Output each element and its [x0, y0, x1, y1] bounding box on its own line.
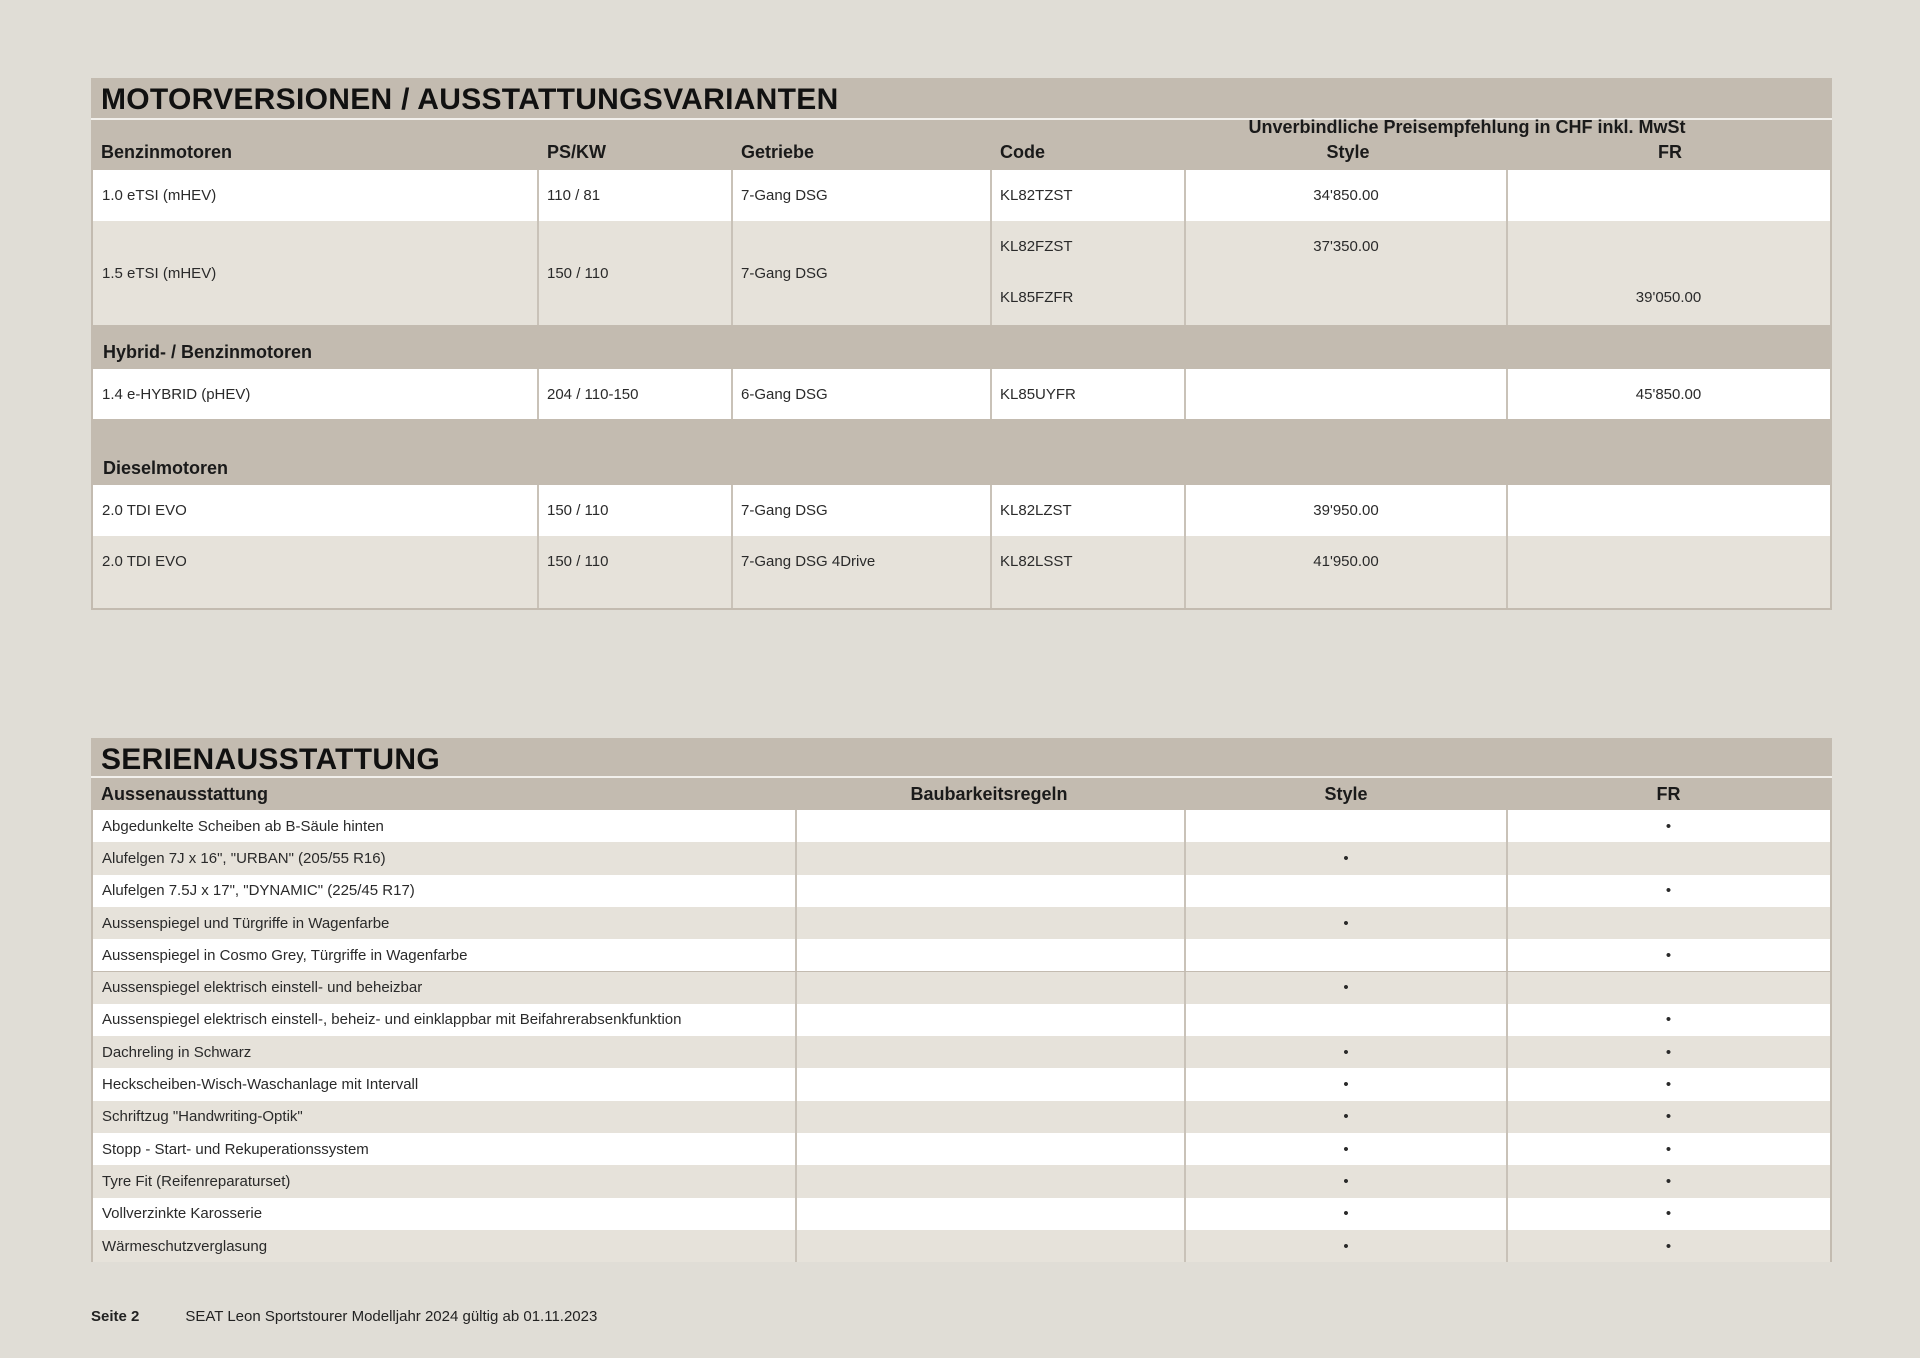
rules-cell: [796, 842, 1185, 874]
table-row: [93, 485, 1830, 536]
column-divider: [795, 1198, 797, 1230]
code-cell: KL82FZST: [1000, 238, 1073, 255]
column-divider: [795, 972, 797, 1004]
header-fr: FR: [1658, 142, 1682, 162]
column-divider: [1506, 1230, 1508, 1262]
style-price-cell: 39'950.00: [1313, 502, 1379, 519]
gearbox-cell: 6-Gang DSG: [741, 385, 828, 403]
header-fr: FR: [1656, 784, 1681, 804]
ps-kw-cell: 150 / 110: [547, 553, 609, 570]
equipment-item-cell: Vollverzinkte Karosserie: [102, 1205, 263, 1223]
rules-cell: [796, 972, 1185, 1004]
column-divider: [1506, 1036, 1508, 1068]
engine-cell: 1.5 eTSI (mHEV): [102, 264, 217, 282]
column-divider: [1184, 1198, 1186, 1230]
column-divider: [1184, 810, 1186, 842]
engine-cell: 1.4 e-HYBRID (pHEV): [102, 385, 251, 403]
equipment-item-cell: Aussenspiegel elektrisch einstell- und beheizbar: [102, 979, 423, 997]
column-divider: [795, 1165, 797, 1197]
style-availability-cell: •: [1343, 1237, 1349, 1255]
gearbox-cell: 7-Gang DSG 4Drive: [741, 553, 876, 570]
table-row: [93, 1230, 1830, 1262]
column-divider: [1506, 1004, 1508, 1036]
rules-cell: [796, 907, 1185, 939]
fr-price-cell: [1507, 536, 1830, 587]
column-divider: [795, 1036, 797, 1068]
style-price-cell: 37'350.00: [1313, 238, 1379, 255]
column-divider: [1184, 536, 1186, 608]
column-divider: [537, 369, 539, 419]
column-divider: [1506, 369, 1508, 419]
style-availability-cell: [1185, 939, 1507, 971]
rules-cell: [796, 1198, 1185, 1230]
rules-cell: [796, 810, 1185, 842]
column-divider: [1506, 170, 1508, 221]
rules-cell: [796, 1133, 1185, 1165]
column-divider: [795, 939, 797, 971]
column-divider: [1184, 875, 1186, 907]
equipment-item-cell: Aussenspiegel elektrisch einstell-, beheiz- und einklappbar mit Beifahrerabsenkfunktion: [102, 1011, 682, 1029]
motor-section-title: MOTORVERSIONEN / AUSSTATTUNGSVARIANTEN: [101, 83, 839, 116]
style-availability-cell: •: [1343, 1172, 1349, 1190]
rules-cell: [796, 1068, 1185, 1100]
equipment-item-cell: Alufelgen 7.5J x 17", "DYNAMIC" (225/45 R17): [102, 882, 415, 900]
column-divider: [795, 1004, 797, 1036]
table-row: [93, 1198, 1830, 1230]
column-divider: [795, 1101, 797, 1133]
fr-availability-cell: [1507, 842, 1830, 874]
group-label: Dieselmotoren: [103, 458, 229, 478]
rules-cell: [796, 875, 1185, 907]
fr-availability-cell: •: [1665, 1237, 1672, 1255]
table-row: [93, 875, 1830, 907]
rules-cell: [796, 939, 1185, 971]
column-divider: [537, 221, 539, 325]
gearbox-cell: 7-Gang DSG: [741, 264, 828, 282]
fr-availability-cell: •: [1665, 1205, 1672, 1223]
code-cell: KL85FZFR: [1000, 289, 1074, 306]
column-divider: [537, 485, 539, 536]
group-header-hybrid: [93, 325, 1830, 369]
column-divider: [1184, 1101, 1186, 1133]
style-availability-cell: •: [1343, 979, 1349, 997]
table-row: [93, 842, 1830, 874]
style-availability-cell: •: [1343, 1076, 1349, 1094]
table-row: [93, 1068, 1830, 1100]
column-divider: [990, 369, 992, 419]
table-row: [93, 170, 1830, 221]
table-row: [93, 972, 1830, 1004]
fr-availability-cell: [1507, 972, 1830, 1004]
column-divider: [537, 536, 539, 608]
column-divider: [1506, 1133, 1508, 1165]
rules-cell: [796, 1036, 1185, 1068]
column-divider: [990, 170, 992, 221]
column-divider: [795, 810, 797, 842]
fr-availability-cell: •: [1665, 882, 1672, 900]
column-divider: [1506, 221, 1508, 325]
fr-price-cell: 45'850.00: [1635, 385, 1702, 403]
fr-availability-cell: •: [1665, 817, 1672, 835]
style-availability-cell: [1185, 810, 1507, 842]
code-cell: KL82TZST: [1000, 187, 1073, 204]
column-divider: [1184, 1068, 1186, 1100]
column-divider: [1506, 875, 1508, 907]
column-divider: [1184, 369, 1186, 419]
column-divider: [1506, 1198, 1508, 1230]
column-divider: [1506, 939, 1508, 971]
column-divider: [795, 842, 797, 874]
column-divider: [1506, 1101, 1508, 1133]
rules-cell: [796, 1165, 1185, 1197]
table-row: [93, 939, 1830, 971]
column-divider: [1506, 810, 1508, 842]
header-price-title: Unverbindliche Preisempfehlung in CHF inkl. MwSt: [1248, 117, 1686, 137]
fr-availability-cell: •: [1665, 1043, 1672, 1061]
table-row: [93, 1133, 1830, 1165]
header-engine: Benzinmotoren: [101, 142, 233, 162]
column-divider: [1184, 1036, 1186, 1068]
rules-cell: [796, 1230, 1185, 1262]
column-divider: [1184, 170, 1186, 221]
header-code: Code: [1000, 142, 1045, 162]
equipment-item-cell: Dachreling in Schwarz: [102, 1043, 252, 1061]
column-divider: [731, 170, 733, 221]
column-divider: [1506, 485, 1508, 536]
page-number: Seite 2: [91, 1308, 140, 1325]
header-gearbox: Getriebe: [741, 142, 815, 162]
column-divider: [1184, 907, 1186, 939]
column-divider: [1184, 1165, 1186, 1197]
ps-kw-cell: 150 / 110: [547, 264, 609, 282]
fr-price-cell: [1507, 485, 1830, 536]
standard-equipment-table: [91, 738, 1832, 1262]
equipment-item-cell: Alufelgen 7J x 16", "URBAN" (205/55 R16): [102, 849, 386, 867]
page-footer: [91, 1308, 597, 1325]
group-label: Hybrid- / Benzinmotoren: [103, 342, 313, 362]
style-price-cell: 34'850.00: [1313, 187, 1379, 204]
column-divider: [1506, 536, 1508, 608]
gearbox-cell: 7-Gang DSG: [741, 502, 828, 519]
column-divider: [1506, 842, 1508, 874]
style-availability-cell: •: [1343, 914, 1349, 932]
fr-availability-cell: •: [1665, 946, 1672, 964]
equipment-item-cell: Abgedunkelte Scheiben ab B-Säule hinten: [102, 817, 384, 835]
column-divider: [990, 536, 992, 608]
style-price-cell: [1185, 369, 1507, 419]
table-row: [93, 810, 1830, 842]
header-style: Style: [1326, 142, 1370, 162]
header-item: Aussenausstattung: [101, 784, 269, 804]
engine-cell: 2.0 TDI EVO: [102, 553, 187, 570]
column-divider: [795, 907, 797, 939]
engine-cell: 2.0 TDI EVO: [102, 502, 187, 519]
motor-versions-table: [91, 78, 1832, 610]
fr-availability-cell: [1507, 907, 1830, 939]
code-cell: KL82LZST: [1000, 502, 1072, 519]
column-divider: [1184, 842, 1186, 874]
column-divider: [1184, 1133, 1186, 1165]
table-row: [93, 369, 1830, 419]
column-divider: [731, 369, 733, 419]
style-availability-cell: [1185, 1004, 1507, 1036]
column-divider: [1184, 1230, 1186, 1262]
style-availability-cell: •: [1343, 1140, 1349, 1158]
column-divider: [1506, 972, 1508, 1004]
column-divider: [1506, 1165, 1508, 1197]
column-divider: [990, 221, 992, 325]
style-availability-cell: •: [1343, 1108, 1349, 1126]
fr-price-cell: [1507, 170, 1830, 221]
table-row: [93, 536, 1830, 608]
serien-section-title: SERIENAUSSTATTUNG: [101, 743, 440, 776]
column-divider: [1184, 972, 1186, 1004]
column-divider: [795, 1068, 797, 1100]
table-row: [93, 1004, 1830, 1036]
column-divider: [1506, 1068, 1508, 1100]
column-divider: [1506, 907, 1508, 939]
gearbox-cell: 7-Gang DSG: [741, 187, 828, 204]
code-cell: KL85UYFR: [1000, 385, 1076, 403]
column-divider: [1184, 221, 1186, 325]
group-header-diesel: [93, 419, 1830, 485]
column-divider: [990, 485, 992, 536]
style-availability-cell: •: [1343, 1043, 1349, 1061]
equipment-item-cell: Heckscheiben-Wisch-Waschanlage mit Intervall: [102, 1076, 419, 1094]
style-availability-cell: •: [1343, 849, 1349, 867]
column-divider: [537, 170, 539, 221]
ps-kw-cell: 110 / 81: [547, 187, 601, 204]
column-divider: [795, 875, 797, 907]
column-divider: [1184, 485, 1186, 536]
column-divider: [795, 1230, 797, 1262]
column-divider: [731, 485, 733, 536]
column-divider: [731, 536, 733, 608]
column-divider: [731, 221, 733, 325]
equipment-item-cell: Aussenspiegel in Cosmo Grey, Türgriffe in Wagenfarbe: [102, 946, 468, 964]
fr-price-cell: 39'050.00: [1635, 289, 1702, 306]
header-ps-kw: PS/KW: [547, 142, 607, 162]
header-rules: Baubarkeitsregeln: [910, 784, 1068, 804]
column-divider: [1184, 1004, 1186, 1036]
equipment-item-cell: Stopp - Start- und Rekuperationssystem: [102, 1140, 369, 1158]
style-price-cell: 41'950.00: [1313, 553, 1379, 570]
fr-availability-cell: •: [1665, 1140, 1672, 1158]
engine-cell: 1.0 eTSI (mHEV): [102, 187, 217, 204]
equipment-item-cell: Aussenspiegel und Türgriffe in Wagenfarbe: [102, 914, 390, 932]
column-divider: [1184, 939, 1186, 971]
footer-text: SEAT Leon Sportstourer Modelljahr 2024 gültig ab 01.11.2023: [185, 1308, 598, 1325]
rules-cell: [796, 1004, 1185, 1036]
header-style: Style: [1324, 784, 1368, 804]
table-row: [93, 907, 1830, 939]
equipment-item-cell: Wärmeschutzverglasung: [102, 1237, 268, 1255]
style-availability-cell: •: [1343, 1205, 1349, 1223]
style-availability-cell: [1185, 875, 1507, 907]
code-cell: KL82LSST: [1000, 553, 1073, 570]
table-row: [93, 1165, 1830, 1197]
table-row: [93, 221, 1830, 325]
title-divider: [91, 776, 1832, 778]
rules-cell: [796, 1101, 1185, 1133]
ps-kw-cell: 204 / 110-150: [547, 385, 639, 403]
column-divider: [795, 1133, 797, 1165]
fr-availability-cell: •: [1665, 1011, 1672, 1029]
equipment-item-cell: Tyre Fit (Reifenreparaturset): [102, 1172, 291, 1190]
ps-kw-cell: 150 / 110: [547, 502, 609, 519]
table-row: [93, 1036, 1830, 1068]
fr-availability-cell: •: [1665, 1108, 1672, 1126]
fr-availability-cell: •: [1665, 1172, 1672, 1190]
equipment-item-cell: Schriftzug "Handwriting-Optik": [102, 1108, 303, 1126]
fr-availability-cell: •: [1665, 1076, 1672, 1094]
table-row: [93, 1101, 1830, 1133]
